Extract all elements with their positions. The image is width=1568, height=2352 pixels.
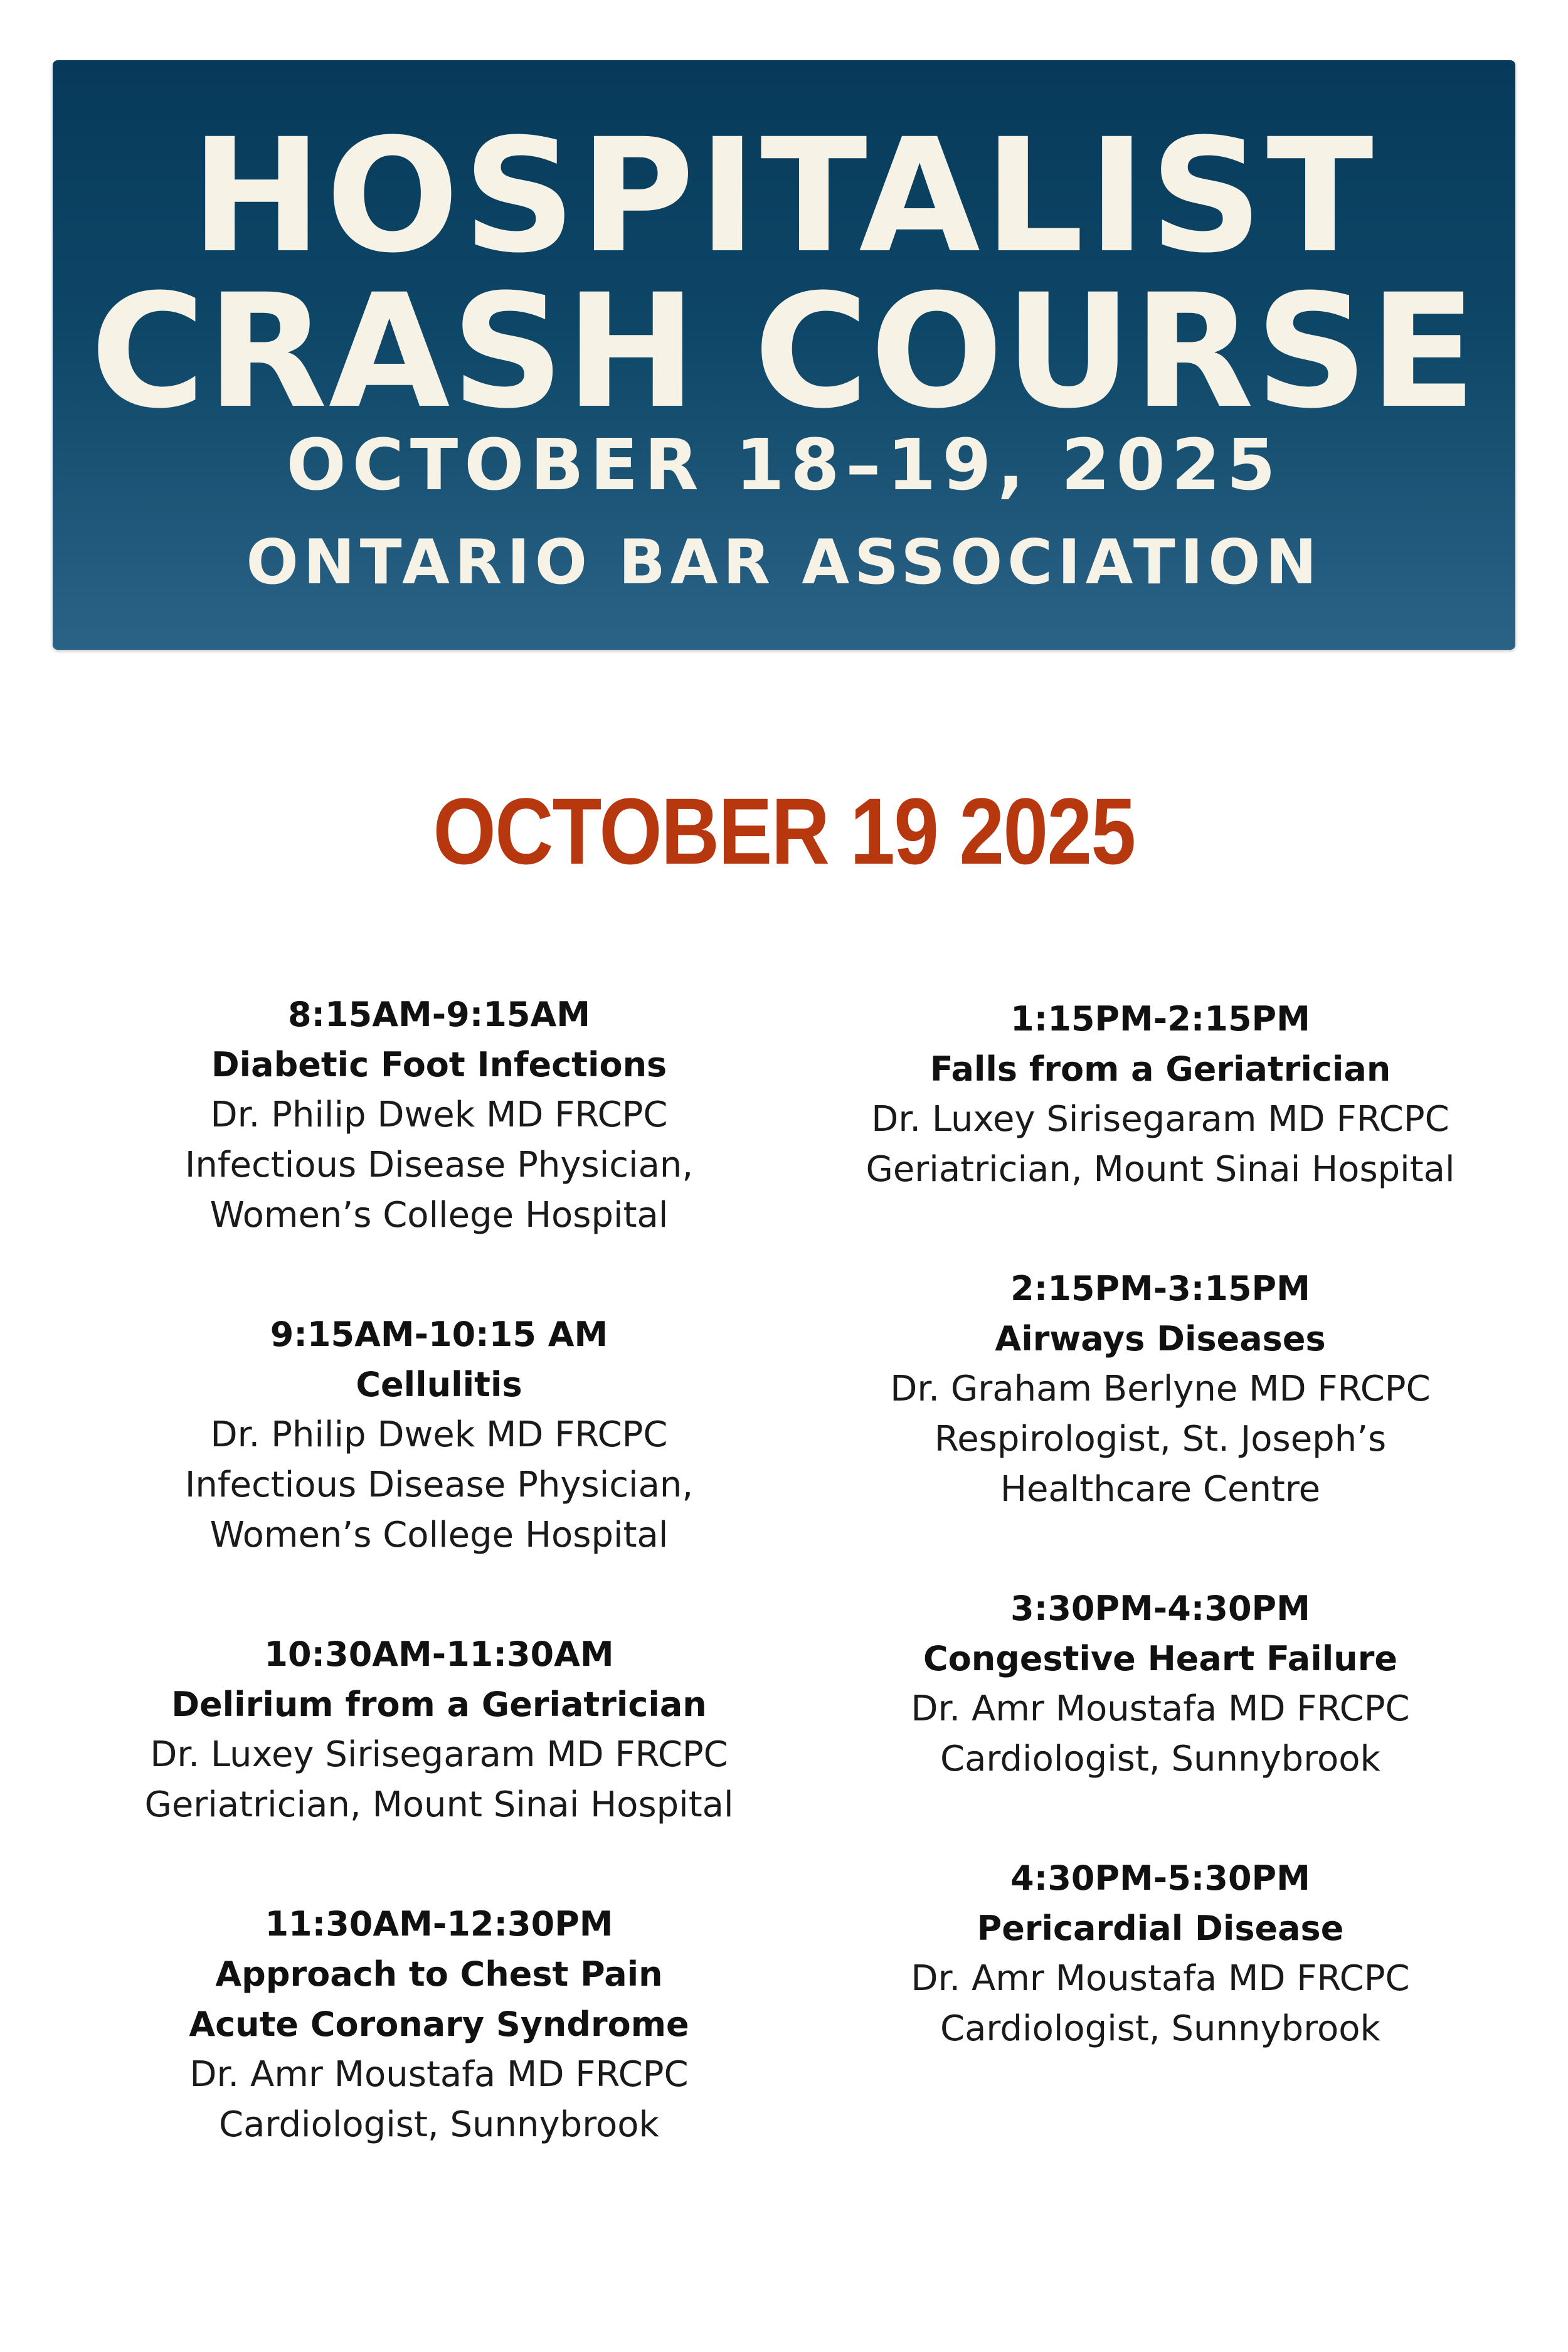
morning-session-4 bbox=[110, 1899, 768, 2150]
session-topic: Cellulitis bbox=[356, 1365, 522, 1404]
session-topic: Delirium from a Geriatrician bbox=[171, 1685, 707, 1724]
session-speaker: Dr. Luxey Sirisegaram MD FRCPC bbox=[871, 1099, 1449, 1140]
session-speaker: Dr. Philip Dwek MD FRCPC bbox=[210, 1094, 668, 1135]
morning-session-3 bbox=[110, 1629, 768, 1830]
session-topic: Diabetic Foot Infections bbox=[211, 1045, 667, 1084]
session-topic: Approach to Chest Pain bbox=[215, 1954, 663, 1994]
afternoon-session-4 bbox=[831, 1853, 1490, 2054]
session-speaker-role: Cardiologist, Sunnybrook bbox=[940, 2008, 1380, 2049]
session-speaker: Dr. Philip Dwek MD FRCPC bbox=[210, 1414, 668, 1455]
session-topic: Falls from a Geriatrician bbox=[930, 1049, 1391, 1089]
session-speaker: Dr. Amr Moustafa MD FRCPC bbox=[911, 1688, 1410, 1729]
session-speaker: Dr. Graham Berlyne MD FRCPC bbox=[890, 1369, 1431, 1409]
afternoon-session-2 bbox=[831, 1264, 1490, 1515]
session-topic: Airways Diseases bbox=[995, 1319, 1326, 1359]
session-time: 2:15PM-3:15PM bbox=[1010, 1269, 1310, 1308]
event-title-line2: CRASH COURSE bbox=[90, 260, 1478, 443]
session-topic: Congestive Heart Failure bbox=[923, 1639, 1397, 1678]
afternoon-session-1 bbox=[831, 994, 1490, 1195]
session-speaker-role: Infectious Disease Physician, Women’s College Hospital bbox=[184, 1465, 694, 1555]
session-time: 10:30AM-11:30AM bbox=[264, 1634, 614, 1674]
session-time: 9:15AM-10:15 AM bbox=[270, 1315, 608, 1354]
afternoon-session-3 bbox=[831, 1584, 1490, 1784]
session-time: 8:15AM-9:15AM bbox=[287, 995, 591, 1034]
session-topic: Acute Coronary Syndrome bbox=[189, 2005, 689, 2044]
session-topic: Pericardial Disease bbox=[977, 1909, 1344, 1948]
schedule-column-afternoon bbox=[831, 994, 1490, 2123]
event-title-line1: HOSPITALIST bbox=[191, 105, 1377, 287]
session-speaker-role: Geriatrician, Mount Sinai Hospital bbox=[866, 1149, 1455, 1190]
session-speaker-role: Infectious Disease Physician, Women’s College Hospital bbox=[184, 1145, 694, 1236]
session-speaker: Dr. Amr Moustafa MD FRCPC bbox=[189, 2054, 689, 2095]
session-speaker: Dr. Amr Moustafa MD FRCPC bbox=[911, 1958, 1410, 1999]
session-time: 3:30PM-4:30PM bbox=[1010, 1589, 1310, 1628]
session-time: 1:15PM-2:15PM bbox=[1010, 999, 1310, 1039]
session-speaker-role: Cardiologist, Sunnybrook bbox=[940, 1739, 1380, 1779]
session-time: 11:30AM-12:30PM bbox=[265, 1904, 613, 1944]
event-venue: ONTARIO BAR ASSOCIATION bbox=[246, 527, 1322, 598]
schedule-column-morning bbox=[110, 990, 768, 2219]
day-heading: OCTOBER 19 2025 bbox=[433, 778, 1135, 884]
event-banner bbox=[53, 60, 1515, 650]
session-time: 4:30PM-5:30PM bbox=[1010, 1858, 1310, 1898]
morning-session-2 bbox=[110, 1310, 768, 1560]
session-speaker-role: Geriatrician, Mount Sinai Hospital bbox=[144, 1784, 734, 1825]
session-speaker-role: Cardiologist, Sunnybrook bbox=[219, 2104, 659, 2145]
session-speaker-role: Respirologist, St. Joseph’s Healthcare Centre bbox=[934, 1419, 1387, 1510]
session-speaker: Dr. Luxey Sirisegaram MD FRCPC bbox=[150, 1734, 728, 1775]
morning-session-1 bbox=[110, 990, 768, 1241]
event-dates: OCTOBER 18–19, 2025 bbox=[286, 425, 1282, 506]
